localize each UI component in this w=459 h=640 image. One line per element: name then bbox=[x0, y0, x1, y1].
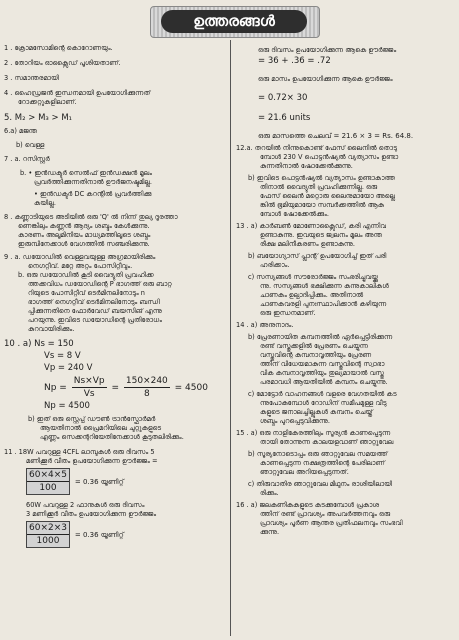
answer-14b-1: b) പ്രേരണായിത കമ്പനത്തിൽ ഏർപ്പെട്ടിരിക്കുന്ന bbox=[248, 333, 393, 341]
fraction-numerator: 60×2×3 bbox=[29, 523, 67, 533]
answer-5: 5. M₂ > M₃ > M₁ bbox=[4, 113, 73, 123]
answer-6b: b) വെള്ള bbox=[16, 141, 45, 149]
answer-11-formula-2 bbox=[4, 521, 226, 548]
answer-14b-3: വസ്തുവിന്റെ കമ്പനാവൃത്തിയും പ്രേരണ bbox=[260, 351, 372, 359]
answer-16a-2: ത്തിന് രണ്ട് പ്രാവശ്യം അപവർത്തനവും ഒരു bbox=[260, 510, 391, 518]
answer-14a: 14 . a) അനുനാദം. bbox=[236, 321, 294, 329]
answer-11-4: 3 മണിക്കൂർ വീതം ഉപയോഗിക്കുന്ന ഊർജ്ജം bbox=[26, 510, 157, 518]
answer-14b-6: പരമാവധി ആയതിയിൽ കമ്പനം ചെയ്യുന്നു. bbox=[260, 378, 388, 386]
answer-7b-4: കയില്ല. bbox=[34, 199, 56, 207]
formula-fraction bbox=[26, 521, 70, 548]
answer-4-line2: റോക്കറ്റുകളിലാണ്. bbox=[18, 98, 77, 106]
answer-10b-3: എണ്ണം സെക്കന്ററിയേതിനേക്കാൾ കൂടുതലിരിക്കും. bbox=[40, 433, 184, 441]
fraction-denominator: 8 bbox=[143, 389, 150, 399]
answer-4-line1: 4 . ഹൈഡ്രജൻ ഇന്ധനമായി ഉപയോഗിക്കുന്നത് bbox=[4, 89, 151, 97]
answer-12b-1: b) ഇവിടെ പൊട്ടൻഷ്യൽ വ്യത്യാസം ഉണ്ടാകാത്ത bbox=[248, 174, 396, 182]
fraction-denominator: Vs bbox=[83, 389, 95, 399]
energy-month-calc: = 0.72× 30 bbox=[258, 93, 308, 103]
answer-12b-2: തിനാൽ വൈദ്യുതി പ്രവഹിക്കുന്നില്ല. ഒരു bbox=[260, 183, 378, 191]
answer-13a-1: 13 . a) കാർബൺ മോണോക്സൈഡ്, കരി എന്നിവ bbox=[236, 222, 387, 230]
answer-13b-1: b) ബയോഗ്യാസ് പ്ലാന്റ് ഉപയോഗിച്ച് ഇത് പരി bbox=[248, 252, 387, 260]
answer-13c-2: ന്നു. സസ്യങ്ങൾ ഭക്ഷിക്കുന്ന കന്നുകാലികൾ bbox=[260, 282, 389, 290]
answer-13c-3: ചാണകം ഉല്പാദിപ്പിക്കും. അതിനാൽ bbox=[260, 291, 364, 299]
energy-day-value: = 36 + .36 = .72 bbox=[258, 56, 331, 66]
energy-day-label: ഒരു ദിവസം ഉപയോഗിക്കുന്ന ആകെ ഊർജ്ജം bbox=[258, 46, 397, 54]
fraction-denominator: 100 bbox=[39, 483, 57, 493]
fraction-denominator: 1000 bbox=[36, 536, 60, 546]
answer-15b-3: ഞാറ്റുവേല അറിയപ്പെടുന്നത്. bbox=[260, 468, 349, 476]
answer-10b-1: b) ഇത് ഒരു സ്റ്റെപ്പ് ഡൗൺ ട്രാൻസ്ഫോർമർ bbox=[28, 415, 156, 423]
answer-9-6: ഭാഗത്ത് നെഗറ്റീവ് ടെർമിനലിനോടും ബന്ധി bbox=[28, 298, 160, 306]
answer-14c-4: ശബ്ദം പുറപ്പെടുവിക്കുന്നു. bbox=[260, 417, 330, 425]
answer-16a-1: 16 . a) ജലകണികകളുടെ കടക്കുമ്പോൾ പ്രകാശ bbox=[236, 501, 380, 509]
answer-12b-4: ങ്കിൽ ഭൂമിയുമായോ സമ്പർക്കത്തിൽ ആകു bbox=[260, 201, 384, 209]
header-banner bbox=[150, 6, 320, 38]
answer-10a: 10 . a) Ns = 150 bbox=[4, 339, 74, 349]
column-divider bbox=[230, 40, 231, 636]
answer-8-4: ഇരുമ്പിനേക്കാൾ വേഗത്തിൽ സഞ്ചരിക്കുന്നു. bbox=[18, 240, 150, 248]
answer-13a-2: ഉണ്ടാകുന്നു. ഇവയുടെ ജ്വലനം മൂലം അന്ത bbox=[260, 231, 382, 239]
answer-13c-4: ചാണകവരളി പുനഃസ്ഥാപിക്കാൻ കഴിയുന്ന bbox=[260, 300, 387, 308]
formula-fraction-2 bbox=[124, 375, 170, 400]
formula-fraction bbox=[26, 468, 70, 495]
answer-15c-1: c) തിരുവാതിര ഞാറ്റുവേല മിഥുനം രാശിയിലായി bbox=[248, 480, 393, 488]
answer-9-7: പ്പിക്കുന്നതിനെ ഫോർവേഡ് ബയസിങ് എന്നു bbox=[28, 307, 162, 315]
formula-result: = 0.36 യൂണിറ്റ് bbox=[74, 531, 124, 539]
answer-7b-2: പ്രവർത്തിക്കുന്നതിനാൽ ഊർജനഷ്ടമില്ല. bbox=[34, 178, 153, 186]
answer-11-2: മണിക്കൂർ വീതം ഉപയോഗിക്കുന്ന ഊർജ്ജം = bbox=[26, 457, 158, 465]
answer-11-3: 60W പവറുള്ള 2 ഫാനുകൾ ഒരു ദിവസം bbox=[26, 501, 145, 509]
monthly-cost: ഒരു മാസത്തെ ചെലവ് = 21.6 × 3 = Rs. 64.8. bbox=[258, 132, 414, 140]
answer-9-8: പറയുന്നു. ഇവിടെ ഡയോഡിന്റെ പ്രതിരോധം bbox=[28, 316, 163, 324]
answer-16a-3: പ്രാവശ്യം പൂർണ ആന്തര പ്രതിഫലനവും സംഭവി bbox=[260, 519, 403, 527]
answer-9-9: കുറവായിരിക്കും. bbox=[28, 325, 75, 333]
answer-14c-3: കളുടെ ജനാലച്ചില്ലുകൾ കമ്പനം ചെയ്ത് bbox=[260, 408, 373, 416]
fraction-numerator: Ns×Vp bbox=[73, 376, 105, 386]
page-title: ഉത്തരങ്ങൾ bbox=[161, 10, 307, 33]
fraction-numerator: 150×240 bbox=[125, 376, 168, 386]
answer-8-2: ണെങ്കിലും കണ്ണൻ ആദ്യം ശബ്ദം കേൾക്കുന്നു. bbox=[18, 222, 150, 230]
answer-15c-2: രിക്കും. bbox=[260, 489, 279, 497]
answer-9-4: ത്തക്കവിധം ഡയോഡിന്റെ P ഭാഗത്ത് ഒരു ബാറ്റ bbox=[28, 280, 172, 288]
formula-lhs: Np = bbox=[44, 383, 67, 393]
answer-7b-1: b. • ഇൻഡക്ടർ സെൽഫ് ഇൻഡക്ഷൻ മൂലം bbox=[20, 169, 152, 177]
fraction-numerator: 60×4×5 bbox=[29, 470, 67, 480]
answer-10b-2: ആയതിനാൽ പ്രൈമറിയിലെ ചുറ്റുകളുടെ bbox=[40, 424, 162, 432]
energy-month-label: ഒരു മാസം ഉപയോഗിക്കുന്ന ആകെ ഊർജ്ജം bbox=[258, 75, 393, 83]
answer-16a-4: ക്കുന്നു. bbox=[260, 528, 280, 536]
answer-12a-1: 12.a. തറയിൽ നിന്നുകൊണ്ട് ഫേസ് ലൈനിൽ തൊടു bbox=[236, 144, 397, 152]
answer-1: 1 . ക്രോമസോമിന്റെ കൊറോണയും. bbox=[4, 44, 113, 52]
answer-9-1: 9 . a. ഡയോഡിൽ വെള്ളവയുള്ള അഗ്രമായിരിക്കും bbox=[4, 253, 156, 261]
formula-fraction-1 bbox=[72, 375, 107, 400]
right-column bbox=[236, 42, 454, 537]
answer-14c-2: ന്നുപോകുമ്പോൾ റോഡിന് സമീപമുള്ള വീടു bbox=[260, 399, 387, 407]
formula-result: = 4500 bbox=[174, 383, 208, 393]
answer-2: 2 . തോറിയം ഓക്സൈഡ് പൂശിയതാണ്. bbox=[4, 59, 121, 67]
answer-10-vp: Vp = 240 V bbox=[44, 363, 93, 373]
answer-6a: 6.a) മജന്ത bbox=[4, 127, 38, 135]
answer-14c-1: c) മോട്ടോർ വാഹനങ്ങൾ വളരെ വേഗതയിൽ കട bbox=[248, 390, 397, 398]
answer-8-3: കാരണം അലൂമിനിയം മാധ്യമത്തിലൂടെ ശബ്ദം bbox=[18, 231, 151, 239]
answer-14b-4: ത്തിന് വിധേയമാകുന്ന വസ്തുവിന്റെ സ്വാഭാ bbox=[260, 360, 385, 368]
answer-13c-1: c) സസ്യങ്ങൾ സൗരോർജ്ജം സംഭരിച്ചുവയ്ക്കു bbox=[248, 273, 378, 281]
formula-result: = 0.36 യൂണിറ്റ് bbox=[74, 478, 124, 486]
answer-10-np: Np = 4500 bbox=[44, 401, 90, 411]
answer-15a-2: തായി തോന്നുന്ന കാലയളവാണ് ഞാറ്റുവേല bbox=[260, 438, 394, 446]
answer-9-3: b. ഒരു ഡയോഡിൽ കൂടി വൈദ്യുതി പ്രവഹിക്ക bbox=[18, 271, 154, 279]
answer-12a-2: മ്പോൾ 230 V പൊട്ടൻഷ്യൽ വ്യത്യാസം ഉണ്ടാ bbox=[260, 153, 399, 161]
answer-11-1: 11 . 18W പവറുള്ള 4CFL ലാമ്പുകൾ ഒരു ദിവസം 5 bbox=[4, 448, 155, 456]
answer-9-2: നെഗറ്റീവ്. മറ്റേ അറ്റം പോസിറ്റീവും. bbox=[28, 262, 133, 270]
energy-month-value: = 21.6 units bbox=[258, 113, 311, 123]
answer-13c-5: ഒരു ഇന്ധനമാണ്. bbox=[260, 309, 316, 317]
answer-9-5: റിയുടെ പോസിറ്റീവ് ടെർമിനലിനോടും n bbox=[28, 289, 145, 297]
answer-11-formula-1 bbox=[4, 468, 226, 495]
answer-15b-2: കാണപ്പെടുന്ന നക്ഷത്രത്തിന്റെ പേരിലാണ് bbox=[260, 459, 385, 467]
answer-3: 3 . സമാന്തരമായി bbox=[4, 74, 59, 82]
answer-14b-2: രണ്ട് വസ്തുക്കളിൽ പ്രേരണം ചെയ്യുന്ന bbox=[260, 342, 368, 350]
answer-12b-3: ഫേസ് ലൈൻ മറ്റൊരു ലൈനുമായോ അല്ലെ bbox=[260, 192, 396, 200]
answer-13b-2: ഹരിക്കാം. bbox=[260, 261, 290, 269]
answer-15b-1: b) സൂര്യനോടൊപ്പം ഒരു ഞാറ്റുവേല സമയത്ത് bbox=[248, 450, 388, 458]
answer-12a-3: കുന്നതിനാൽ ഷോക്കേൽക്കുന്നു. bbox=[260, 162, 353, 170]
answer-10-formula: Np = $\frac{Ns\times Vp}{Vs}$ = $\frac{150\times 240}{8}$ = 4500 bbox=[44, 376, 208, 399]
answer-12b-5: മ്പോൾ ഷോക്കേൽക്കും. bbox=[260, 210, 330, 218]
answer-14b-5: വിക കമ്പനാവൃത്തിയും തുല്യമായാൽ വസ്തു bbox=[260, 369, 384, 377]
answer-7b-3: • ഇൻഡക്ടർ DC കറന്റിൽ പ്രവർത്തിക്കു bbox=[34, 190, 152, 198]
answer-13a-3: രീക്ഷ മലിനീകരണം ഉണ്ടാകുന്നു. bbox=[260, 240, 356, 248]
answer-8-1: 8 . കണ്ണാടിയുടെ അടിയിൽ ഒരു 'Q' ൽ നിന്ന് തുല്യ ദൂരത്താ bbox=[4, 213, 178, 221]
left-column bbox=[4, 42, 226, 548]
answer-7a: 7 . a. റസിസ്റ്റർ bbox=[4, 155, 50, 163]
answer-15a-1: 15 . a) ഒരു നാളികേരത്തിലും സൂര്യൻ കാണപ്പെടുന്ന bbox=[236, 429, 391, 437]
answer-10-vs: Vs = 8 V bbox=[44, 351, 81, 361]
